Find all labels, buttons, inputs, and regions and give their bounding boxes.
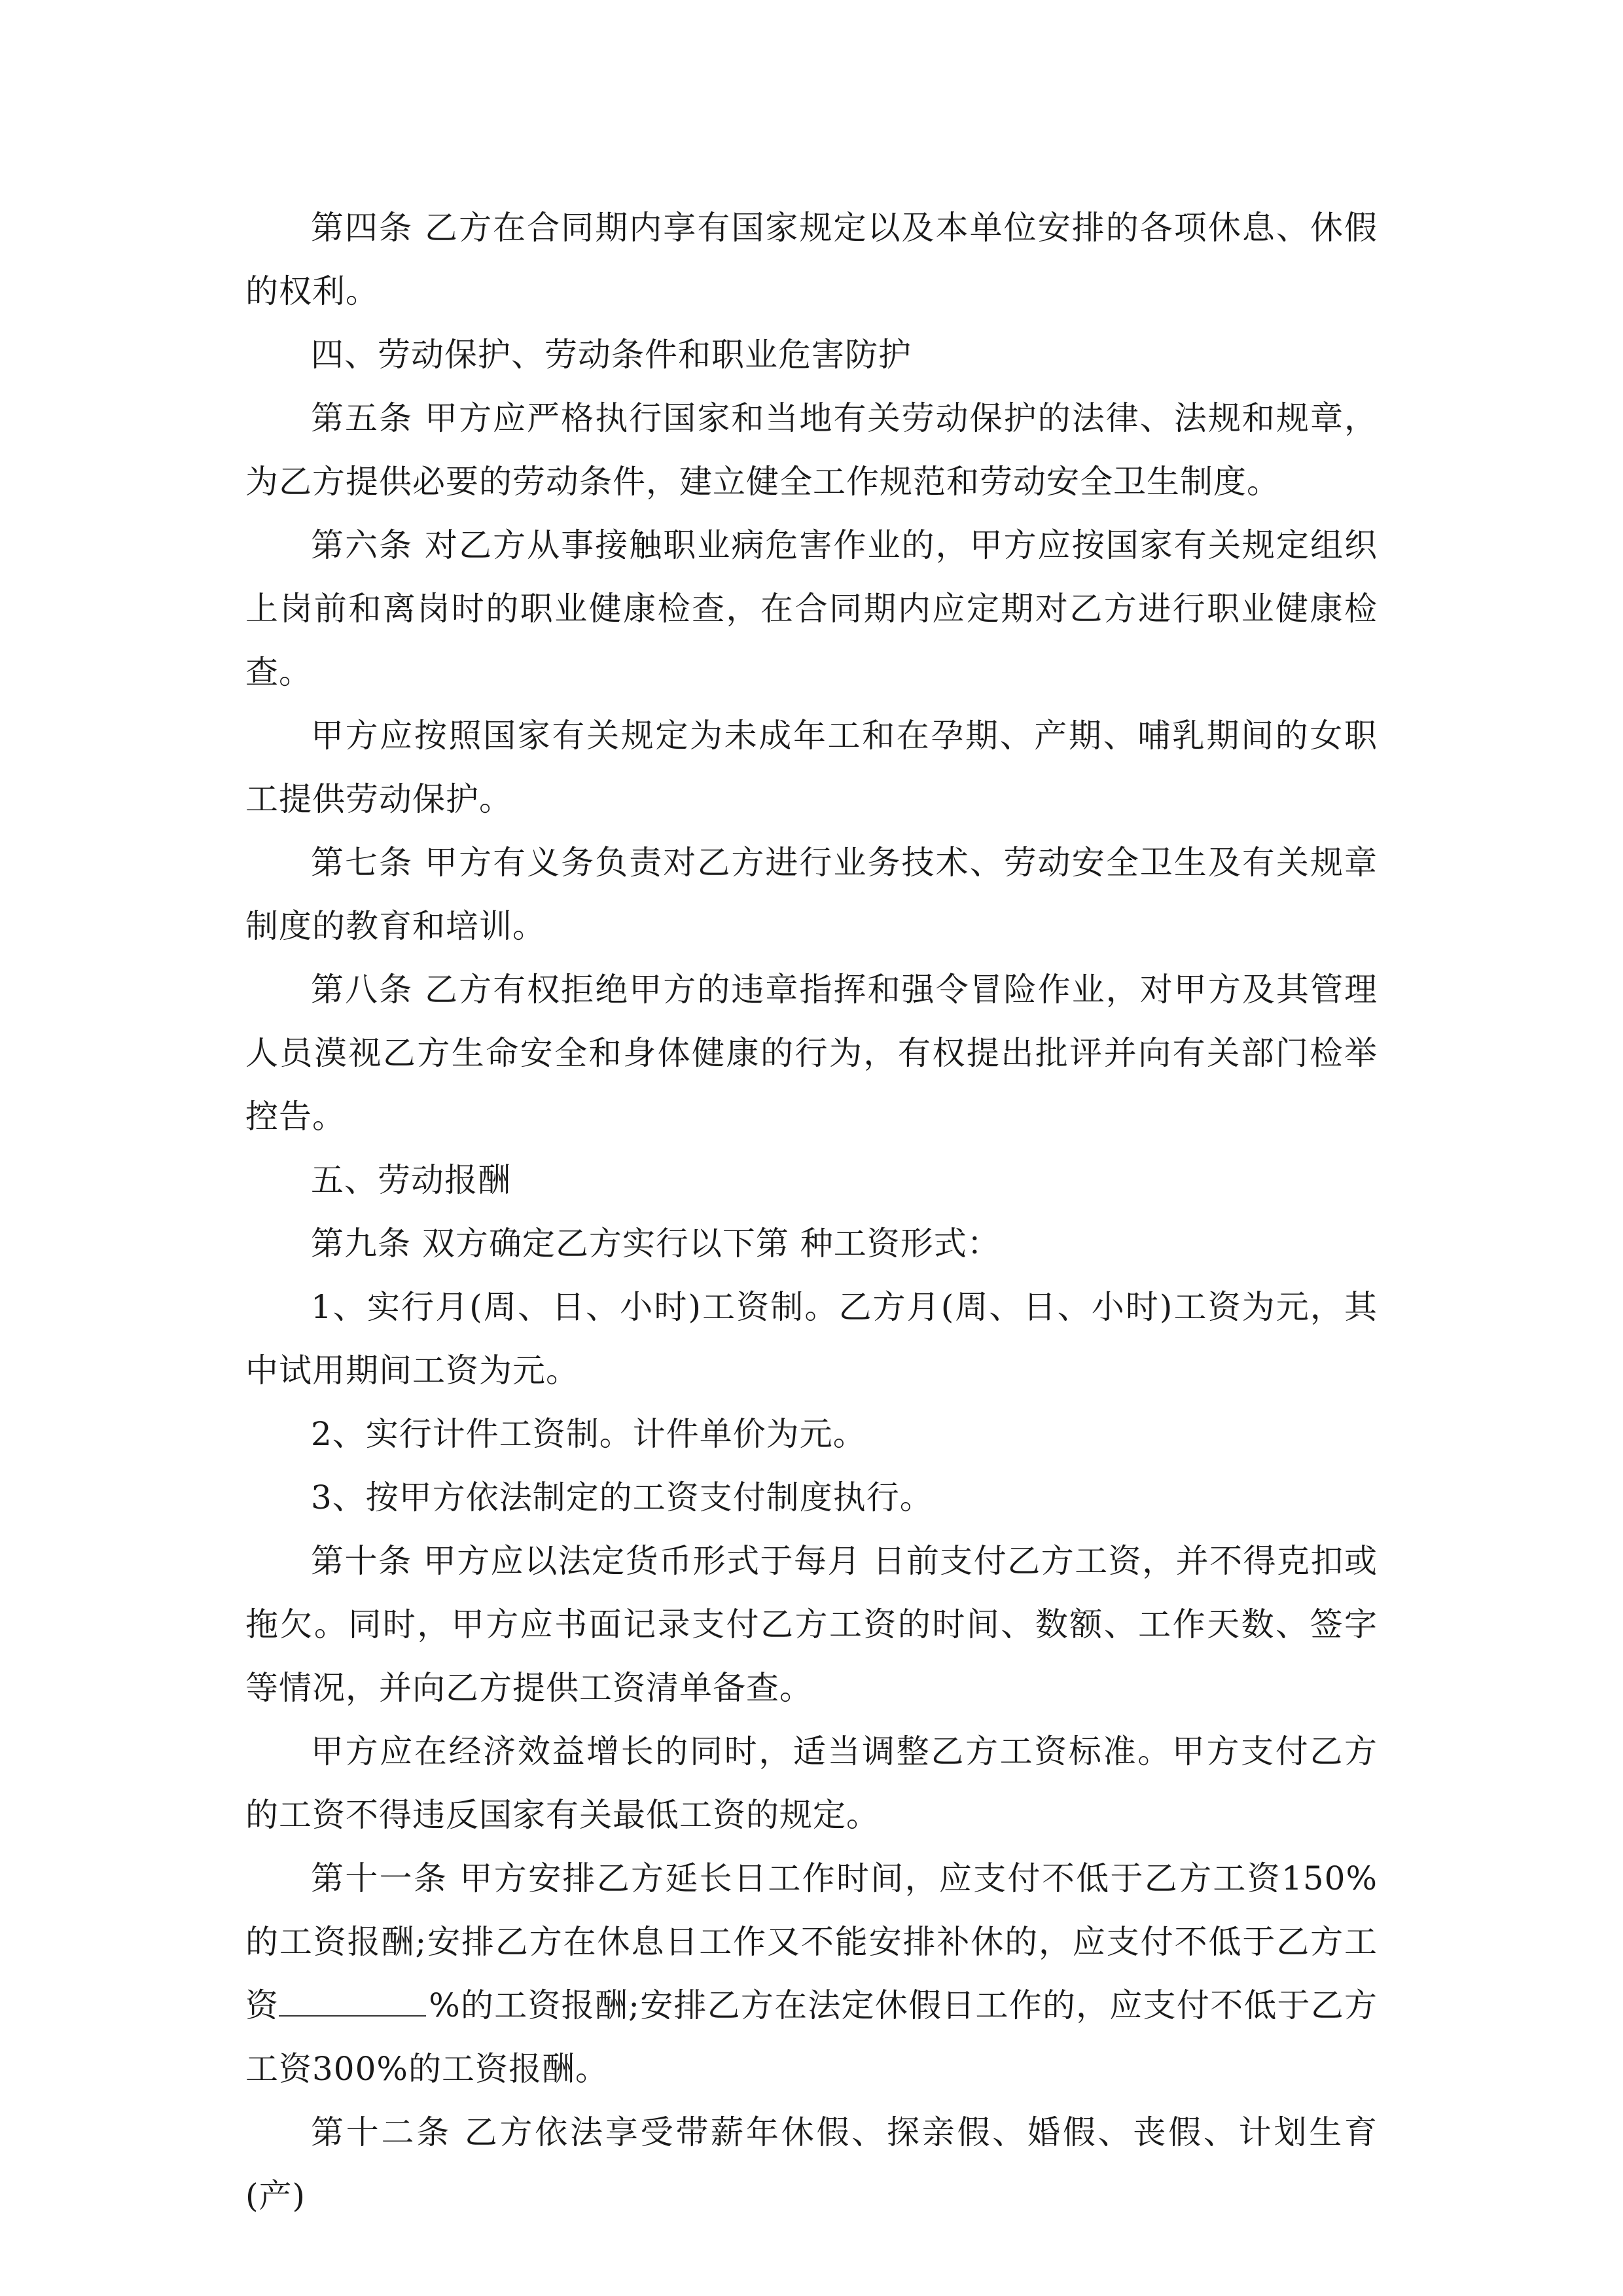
list-item-3: 3、按甲方依法制定的工资支付制度执行。 [311,1479,933,1516]
paragraph-article-4: 第四条 乙方在合同期内享有国家规定以及本单位安排的各项休息、休假的权利。 [245,209,1378,310]
paragraph-article-9: 第九条 双方确定乙方实行以下第 种工资形式： [311,1225,1001,1263]
paragraph-article-12: 第十二条 乙方依法享受带薪年休假、探亲假、婚假、丧假、计划生育(产) [245,2113,1378,2215]
section-heading-remuneration: 五、劳动报酬 [311,1161,511,1199]
article-11-part1: 第十一条 甲方安排乙方延长日工作时间，应支付不低于乙方工资150%的工资报酬;安排乙方在休息日工作又不能安排补休的，应支付不低于乙方工资 [245,1859,1378,2024]
fill-in-blank [279,1982,426,2017]
list-item-1: 1、实行月(周、日、小时)工资制。乙方月(周、日、小时)工资为元，其中试用期间工资为元。 [245,1288,1378,1390]
article-11-part2: %的工资报酬;安排乙方在法定休假日工作的，应支付不低于乙方工资300%的工资报酬。 [245,1986,1378,2088]
paragraph-wage-adjustment: 甲方应在经济效益增长的同时，适当调整乙方工资标准。甲方支付乙方的工资不得违反国家有关最低工资的规定。 [245,1732,1378,1834]
paragraph-article-7: 第七条 甲方有义务负责对乙方进行业务技术、劳动安全卫生及有关规章制度的教育和培训。 [245,844,1378,945]
document-body [245,196,1378,2228]
paragraph-article-10: 第十条 甲方应以法定货币形式于每月 日前支付乙方工资，并不得克扣或拖欠。同时，甲方应书面记录支付乙方工资的时间、数额、工作天数、签字等情况，并向乙方提供工资清单备查。 [245,1542,1378,1707]
paragraph-article-11 [245,1847,1378,2101]
paragraph-article-5: 第五条 甲方应严格执行国家和当地有关劳动保护的法律、法规和规章，为乙方提供必要的劳动条件，建立健全工作规范和劳动安全卫生制度。 [245,399,1378,501]
paragraph-female-workers: 甲方应按照国家有关规定为未成年工和在孕期、产期、哺乳期间的女职工提供劳动保护。 [245,717,1378,818]
paragraph-article-8: 第八条 乙方有权拒绝甲方的违章指挥和强令冒险作业，对甲方及其管理人员漠视乙方生命安全和身体健康的行为，有权提出批评并向有关部门检举控告。 [245,971,1378,1136]
paragraph-article-6: 第六条 对乙方从事接触职业病危害作业的，甲方应按国家有关规定组织上岗前和离岗时的职业健康检查，在合同期内应定期对乙方进行职业健康检查。 [245,526,1378,691]
section-heading-labor-protection: 四、劳动保护、劳动条件和职业危害防护 [311,336,912,374]
list-item-2: 2、实行计件工资制。计件单价为元。 [311,1415,866,1453]
